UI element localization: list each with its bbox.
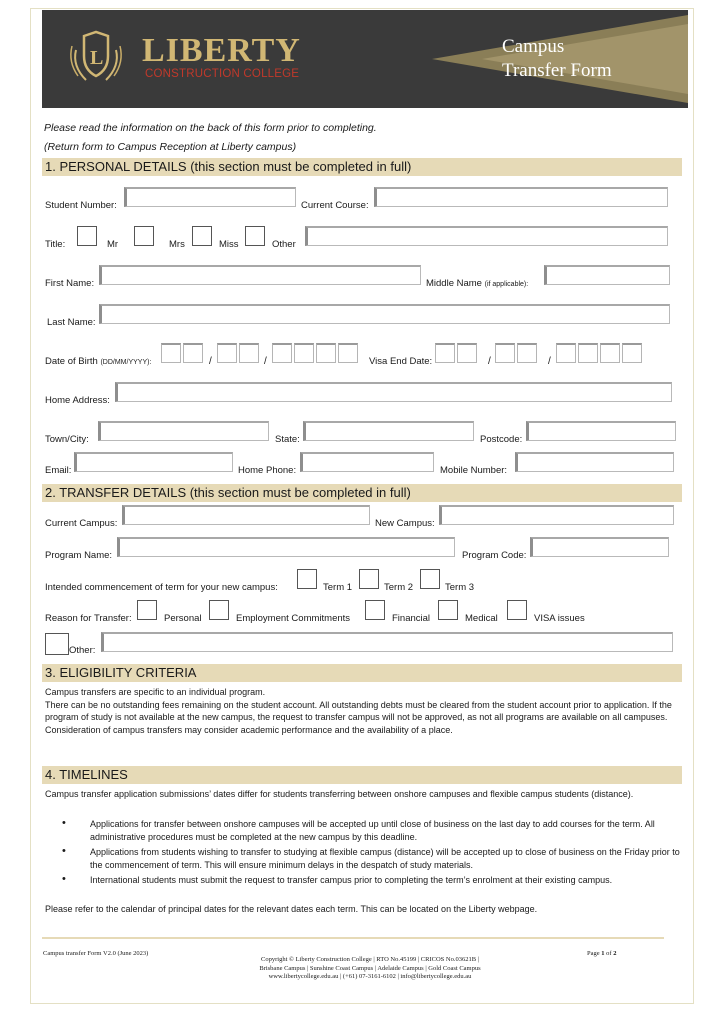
page-total: 2 [613,950,617,957]
title-mrs-label: Mrs [169,239,185,250]
section-3-heading: 3. ELIGIBILITY CRITERIA [42,664,682,682]
reason-label: Reason for Transfer: [45,613,132,624]
timelines-intro: Campus transfer application submissions’ dates differ for students transferring between onshore campuses and flexible campus students (distance). [45,789,634,799]
mobile-input[interactable] [515,452,674,472]
middle-name-text: Middle Name [426,278,482,289]
visa-day-digit-2[interactable] [457,343,477,363]
reason-other-input[interactable] [101,632,673,652]
footer-campuses: Brisbane Campus | Sunshine Coast Campus | Adelaide Campus | Gold Coast Campus [259,964,481,972]
reason-other-label: Other: [69,645,96,656]
timelines-list [62,818,680,890]
visa-end-label: Visa End Date: [369,356,433,367]
title-other-label: Other [272,239,296,250]
visa-month-digit-2[interactable] [517,343,537,363]
term-2-label: Term 2 [384,582,414,593]
home-phone-label: Home Phone: [238,465,297,476]
middle-name-note: (if applicable): [484,281,529,288]
timelines-item [62,818,680,843]
program-name-label: Program Name: [45,550,113,561]
program-name-input[interactable] [117,537,455,557]
page-number [587,950,616,957]
reason-visa-checkbox[interactable] [507,600,527,620]
current-course-input[interactable] [374,187,668,207]
current-course-label: Current Course: [301,200,369,211]
form-title-line1: Campus [502,36,565,57]
visa-slash-2: / [548,356,551,367]
visa-year-digit-1[interactable] [556,343,576,363]
intro-line-1: Please read the information on the back of this form prior to completing. [44,122,377,134]
postcode-label: Postcode: [480,434,523,445]
footer-contact: www.libertycollege.edu.au | (+61) 07-3161-6102 | info@libertycollege.edu.au [268,973,472,980]
state-label: State: [275,434,300,445]
reason-financial-label: Financial [392,613,431,624]
new-campus-label: New Campus: [375,518,435,529]
title-miss-checkbox[interactable] [192,226,212,246]
reason-visa-label: VISA issues [534,613,585,624]
program-code-label: Program Code: [462,550,527,561]
dob-day-digit-2[interactable] [183,343,203,363]
home-address-input[interactable] [115,382,672,402]
email-label: Email: [45,465,72,476]
title-mr-label: Mr [107,239,119,250]
dob-year-digit-2[interactable] [294,343,314,363]
form-version: Campus transfer Form V2.0 (June 2023) [43,950,149,957]
program-code-input[interactable] [530,537,669,557]
timelines-item-text: Applications for transfer between onshore campuses will be accepted up until close of business on the last day to add courses for the term. All administrative procedures must be completed at the new campus by this deadline. [90,819,655,842]
reason-other-checkbox[interactable] [45,633,69,655]
current-campus-label: Current Campus: [45,518,118,529]
footer-info [200,956,540,982]
first-name-input[interactable] [99,265,421,285]
bullet-icon: • [62,873,66,886]
last-name-input[interactable] [99,304,670,324]
logo-subtext: CONSTRUCTION COLLEGE [145,68,300,80]
title-label: Title: [45,239,66,250]
visa-month-digit-1[interactable] [495,343,515,363]
dob-day-digit-1[interactable] [161,343,181,363]
reason-medical-label: Medical [465,613,498,624]
email-input[interactable] [74,452,233,472]
term-3-label: Term 3 [445,582,475,593]
middle-name-input[interactable] [544,265,670,285]
middle-name-label [426,278,528,289]
bullet-icon: • [62,817,66,829]
section-2-heading: 2. TRANSFER DETAILS (this section must be completed in full) [42,484,682,502]
title-other-input[interactable] [305,226,668,246]
title-mr-checkbox[interactable] [77,226,97,246]
postcode-input[interactable] [526,421,676,441]
page-of: of [604,950,614,957]
visa-year-digit-4[interactable] [622,343,642,363]
page-current: 1 [601,950,605,957]
form-header [42,10,688,108]
term-1-label: Term 1 [323,582,353,593]
visa-year-digit-3[interactable] [600,343,620,363]
intro-line-2: (Return form to Campus Reception at Liberty campus) [44,141,297,153]
reason-employment-label: Employment Commitments [236,613,351,624]
term-1-checkbox[interactable] [297,569,317,589]
timelines-item-text: International students must submit the request to transfer campus prior to completing the term’s enrolment at their existing campus. [90,875,613,886]
section-4-heading: 4. TIMELINES [42,766,682,784]
dob-slash-2: / [264,356,267,367]
dob-month-digit-1[interactable] [217,343,237,363]
home-phone-input[interactable] [300,452,434,472]
logo-emblem-icon [71,32,121,80]
timelines-item [62,874,680,887]
timelines-closing: Please refer to the calendar of principal dates for the relevant dates each term. This can be located on the Liberty webpage. [45,904,538,914]
town-label: Town/City: [45,434,89,445]
student-number-input[interactable] [124,187,296,207]
footer-copyright: Copyright © Liberty Construction College | RTO No.45199 | CRICOS No.03621B | [261,956,479,963]
last-name-label: Last Name: [47,317,96,328]
dob-year-digit-1[interactable] [272,343,292,363]
reason-employment-checkbox[interactable] [209,600,229,620]
term-3-checkbox[interactable] [420,569,440,589]
bullet-icon: • [62,845,66,858]
dob-text: Date of Birth [45,356,98,367]
visa-year-digit-2[interactable] [578,343,598,363]
mobile-label: Mobile Number: [440,465,508,476]
reason-personal-checkbox[interactable] [137,600,157,620]
commencement-label: Intended commencement of term for your new campus: [45,582,278,593]
eligibility-p1: Campus transfers are specific to an individual program. [45,687,266,697]
form-title [502,35,612,83]
reason-personal-label: Personal [164,613,202,624]
dob-month-digit-2[interactable] [239,343,259,363]
town-input[interactable] [98,421,269,441]
title-other-checkbox[interactable] [245,226,265,246]
logo-wordmark: LIBERTY [142,32,301,69]
title-miss-label: Miss [219,239,239,250]
form-title-line2: Transfer Form [502,60,612,81]
reason-medical-checkbox[interactable] [438,600,458,620]
new-campus-input[interactable] [439,505,674,525]
reason-financial-checkbox[interactable] [365,600,385,620]
timelines-item [62,846,680,871]
title-mrs-checkbox[interactable] [134,226,154,246]
dob-slash-1: / [209,356,212,367]
visa-slash-1: / [488,356,491,367]
state-input[interactable] [303,421,474,441]
dob-label [45,356,151,367]
eligibility-text [45,686,685,736]
home-address-label: Home Address: [45,395,110,406]
dob-year-digit-3[interactable] [316,343,336,363]
visa-day-digit-1[interactable] [435,343,455,363]
dob-note: (DD/MM/YYYY): [100,359,152,366]
current-campus-input[interactable] [122,505,370,525]
student-number-label: Student Number: [45,200,117,211]
first-name-label: First Name: [45,278,95,289]
timelines-item-text: Applications from students wishing to transfer to studying at flexible campus (distance) will be accepted up to close of business on the Friday prior to the commencement of term. This will ensure minimum delays in the despatch of study materials. [90,847,680,870]
term-2-checkbox[interactable] [359,569,379,589]
eligibility-p3: Consideration of campus transfers may consider academic performance and the availability of a place. [45,724,453,735]
footer-divider [42,937,664,939]
svg-text:L: L [90,47,104,69]
eligibility-p2: There can be no outstanding fees remaining on the student account. All outstanding debts must be cleared from the student account prior to application. If the program of study is not available at the new campus, the request to transfer campus will not be approved, as not all programs are available on all campuses. [45,699,672,723]
page-prefix: Page [587,950,602,957]
section-1-heading: 1. PERSONAL DETAILS (this section must be completed in full) [42,158,682,176]
dob-year-digit-4[interactable] [338,343,358,363]
